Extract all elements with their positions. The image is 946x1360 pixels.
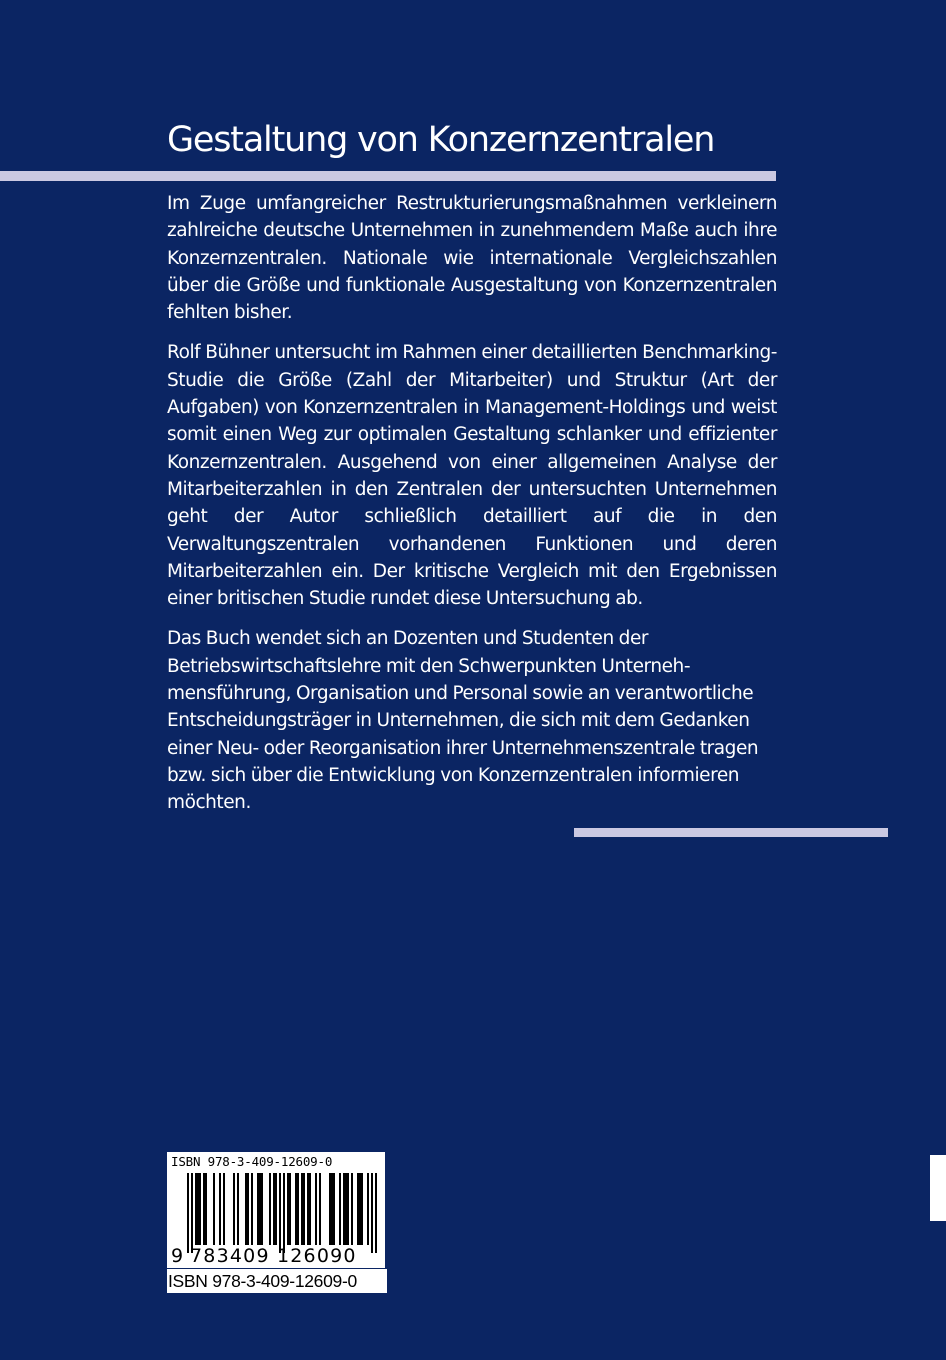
closing-rule	[574, 828, 888, 837]
barcode-bar	[315, 1173, 317, 1245]
barcode-bar	[257, 1173, 263, 1245]
barcode-bar	[223, 1173, 225, 1245]
barcode-lead-digit: 9	[171, 1245, 184, 1267]
barcode-bar	[295, 1173, 299, 1245]
barcode-isbn-label: ISBN 978-3-409-12609-0	[171, 1154, 333, 1169]
blurb-paragraph-2: Rolf Bühner untersucht im Rahmen einer detaillierten Benchmarking-Studie die Größe (Zahl der Mitarbeiter) und Struktur (Art der Aufgaben) von Konzernzentralen in Management-Holdings und weist somit einen Weg zur optimalen Gestaltung schlanker und effizienter Konzernzentralen. Ausgehend von einer allgemeinen Analyse der Mitarbeiterzahlen in den Zentralen der untersuchten Unternehmen geht der Autor schließlich detailliert auf die in den Verwaltungszentralen vorhandenen Funktionen und deren Mitarbeiterzahlen ein. Der kritische Vergleich mit den Ergebnissen einer britischen Studie rundet diese Untersuchung ab.	[167, 342, 777, 610]
book-title: Gestaltung von Konzernzentralen	[167, 120, 715, 160]
barcode-bar	[329, 1173, 335, 1245]
blurb-paragraph-1: Im Zuge umfangreicher Restrukturierungsmaßnahmen verkleinern zahlreiche deutsche Unternehmen in zunehmendem Maße auch ihre Konzernzentralen. Nationale wie internationale Vergleichszahlen über die Größe und funktionale Ausgestaltung von Konzernzentralen fehlten bisher.	[167, 193, 777, 324]
barcode-bar	[237, 1173, 239, 1245]
barcode-bar	[213, 1173, 215, 1245]
barcode-guard-bar	[283, 1173, 285, 1253]
barcode-digits: 783409 126090	[190, 1245, 357, 1267]
barcode-bar	[269, 1173, 271, 1245]
barcode-bar	[203, 1173, 207, 1245]
barcode-bar	[219, 1173, 221, 1245]
barcode-bar	[351, 1173, 353, 1245]
barcode-bar	[287, 1173, 291, 1245]
barcode-bar	[357, 1173, 363, 1245]
barcode-guard-bar	[279, 1173, 281, 1253]
barcode-bar	[273, 1173, 277, 1245]
barcode-guard-bar	[375, 1173, 377, 1253]
barcode-bar	[339, 1173, 341, 1245]
barcode-bar	[245, 1173, 249, 1245]
barcode-bar	[307, 1173, 311, 1245]
title-underline-rule	[0, 171, 776, 181]
blurb-text	[167, 190, 777, 817]
barcode-bar	[195, 1173, 201, 1245]
barcode-bar	[251, 1173, 253, 1245]
barcode-guard-bar	[371, 1173, 373, 1253]
barcode-bar	[367, 1173, 369, 1245]
barcode-guard-bar	[187, 1173, 189, 1253]
barcode-box	[167, 1152, 385, 1268]
barcode-bar	[343, 1173, 349, 1245]
barcode-bar	[319, 1173, 321, 1245]
barcode-guard-bar	[191, 1173, 193, 1253]
barcode-bar	[301, 1173, 305, 1245]
edge-mark	[930, 1155, 946, 1221]
blurb-paragraph-3: Das Buch wendet sich an Dozenten und Studenten der Betriebswirtschaftslehre mit den Schwerpunkten Unternehmensführung, Organisation und Personal sowie an verantwortliche Entscheidungsträger in Unternehmen, die sich mit dem Gedanken einer Neu- oder Reorganisation ihrer Unternehmenszentrale tragen bzw. sich über die Entwicklung von Konzernzentralen informieren möchten.	[167, 628, 759, 814]
isbn-text: ISBN 978-3-409-12609-0	[167, 1269, 387, 1293]
barcode-bar	[233, 1173, 235, 1245]
